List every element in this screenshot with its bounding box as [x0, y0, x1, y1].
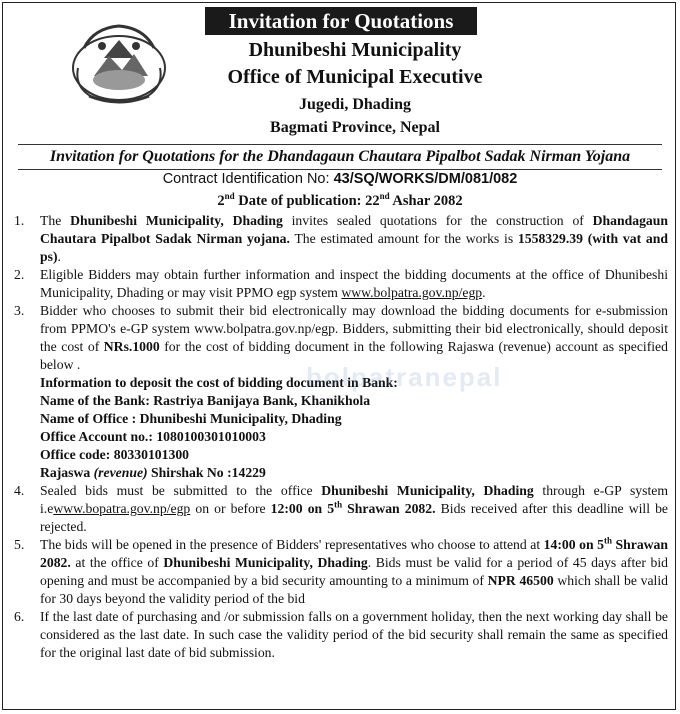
watermark: bolpatranepal [306, 362, 503, 392]
clause-1: 1. The Dhunibeshi Municipality, Dhading invites sealed quotations for the construction of Dhandagaun Chautara Pipalbot Sadak Nirman yojana. The estimated amount for the works is 1558329.39 (with vat and ps). [14, 213, 668, 264]
clause-3: 3. Bidder who chooses to submit their bid electronically may download the bidding documents for e-submission from PPMO's e-GP system www.bolpatra.gov.np/egp. Bidders, submitting their bid electronically, should deposit the cost of NRs.1000 for the cost of bidding document in the following Rajaswa (revenue) account as specified below . [14, 303, 668, 372]
bank-name: Name of the Bank: Rastriya Banijaya Bank, Khanikhola [40, 393, 371, 408]
clause-5: 5. The bids will be opened in the presence of Bidders' representatives who choose to attend at 14:00 on 5th Shrawan 2082. at the office of Dhunibeshi Municipality, Dhading. Bids must be valid for a period of 45 days after bid opening and must be accompanied by a bid security amounting to a minimum of NPR 46500 which shall be valid for 30 days beyond the validity period of the bid [14, 535, 669, 606]
bank-heading: Information to deposit the cost of bidding document in Bank: [40, 375, 398, 390]
notice-body [14, 212, 668, 662]
contract-identification [0, 171, 680, 187]
bank-details [14, 374, 668, 482]
clause-4: 4. Sealed bids must be submitted to the office Dhunibeshi Municipality, Dhading through e-GP system i.ewww.bopatra.gov.np/egp on or before 12:00 on 5th Shrawan 2082. Bids received after this deadline will be rejected. [14, 483, 669, 534]
banner-title: Invitation for Quotations [205, 7, 477, 35]
bank-office-name: Name of Office : Dhunibeshi Municipality, Dhading [40, 411, 342, 426]
contract-label: Contract Identification No: [162, 171, 334, 187]
bolpatra-link[interactable]: www.bolpatra.gov.np/egp [341, 285, 483, 300]
office-name: Office of Municipal Executive [227, 66, 483, 88]
notice-subject: Invitation for Quotations for the Dhandagaun Chautara Pipalbot Sadak Nirman Yojana [18, 144, 662, 170]
contract-number: 43/SQ/WORKS/DM/081/082 [333, 171, 518, 187]
address-line: Jugedi, Dhading [298, 96, 412, 113]
municipality-name: Dhunibeshi Municipality [248, 39, 462, 61]
province-line: Bagmati Province, Nepal [270, 119, 440, 136]
clause-6: 6. If the last date of purchasing and /or submission falls on a government holiday, then the next working day shall be considered as the last date. In such case the validity period of the bid security shall remain the same as specified for the original last date of bid submission. [14, 609, 668, 660]
publication-date: 2nd Date of publication: 22nd Ashar 2082 [217, 191, 463, 209]
rajaswa-shirshak: Rajaswa (revenue) Shirshak No :14229 [40, 465, 266, 480]
bank-account-number: Office Account no.: 1080100301010003 [40, 429, 266, 444]
clause-2: 2. Eligible Bidders may obtain further information and inspect the bidding documents at the office of Dhunibeshi Municipality, Dhading or may visit PPMO egp system www.bolpatra.gov.np/egp. [14, 267, 668, 300]
egp-link[interactable]: www.bopatra.gov.np/egp [53, 501, 191, 516]
bank-office-code: Office code: 80330101300 [40, 447, 190, 462]
